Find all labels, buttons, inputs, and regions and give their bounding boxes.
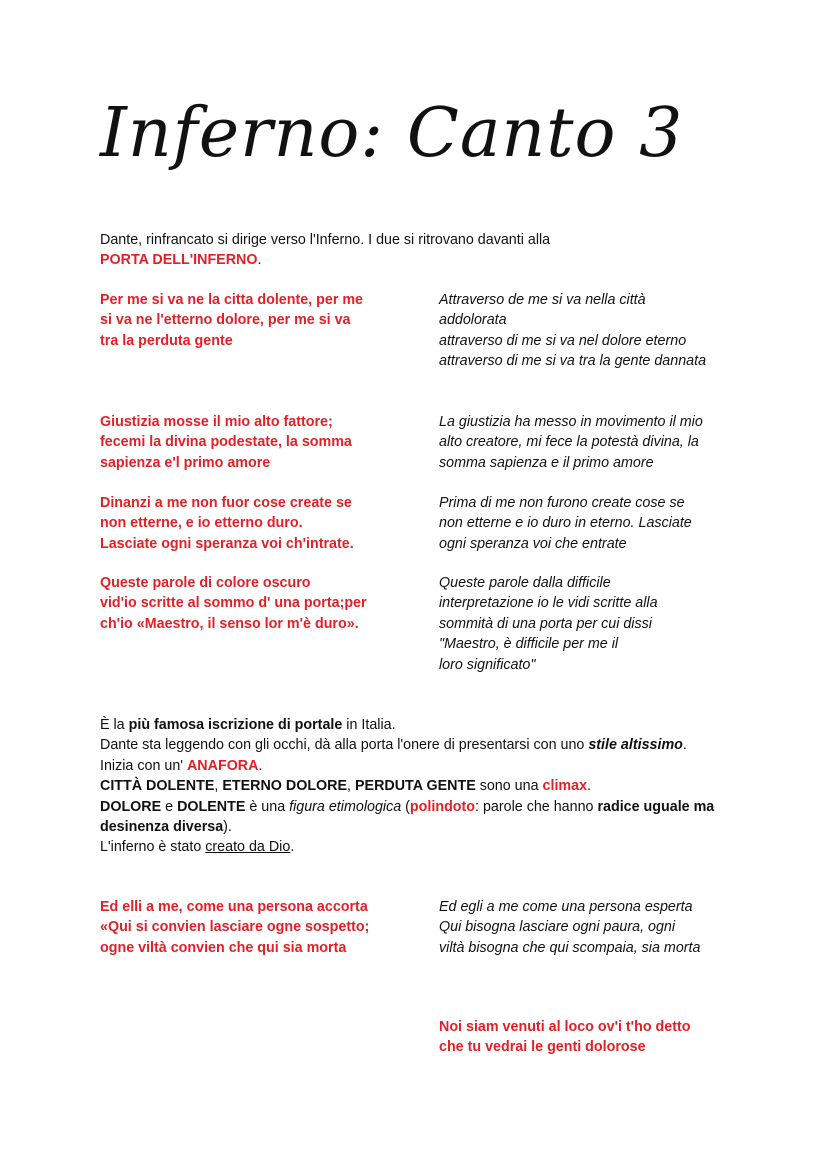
bold-text: ETERNO DOLORE bbox=[222, 778, 348, 795]
text-span: ). bbox=[223, 819, 232, 836]
text-span: L'inferno è stato bbox=[100, 839, 206, 856]
text-span: È la bbox=[100, 717, 129, 733]
stanza-translation: Prima di me non furono create cose se non etterne e io duro in eterno. Lasciate ogni speranza voi che entrate bbox=[439, 495, 692, 552]
analysis-line bbox=[100, 776, 760, 796]
stanza-original: Ed elli a me, come una persona accorta «Qui si convien lasciare ogne sospetto; ogne viltà convien che qui sia morta bbox=[100, 899, 370, 956]
text-span: ( bbox=[401, 798, 410, 815]
final-verse: Noi siam venuti al loco ov'i t'ho detto che tu vedrai le genti dolorose bbox=[439, 1019, 691, 1056]
bold-text: DOLENTE bbox=[177, 798, 246, 815]
bold-text: radice uguale ma desinenza diversa bbox=[100, 798, 715, 836]
analysis-line bbox=[100, 797, 760, 838]
intro-paragraph bbox=[100, 230, 740, 271]
stanza-original: Queste parole di colore oscuro vid'io scritte al sommo d' una porta;per ch'io «Maestro, il senso lor m'è duro». bbox=[100, 575, 367, 632]
text-span: . bbox=[587, 778, 592, 795]
red-term: polindoto bbox=[409, 798, 476, 815]
intro-end: . bbox=[257, 252, 262, 269]
page-title: Inferno: Canto 3 bbox=[100, 94, 684, 173]
text-span: Inizia con un' bbox=[100, 757, 187, 774]
bold-italic-text: stile altissimo bbox=[588, 737, 683, 754]
italic-text: figura etimologica bbox=[289, 798, 402, 815]
intro-highlight: PORTA DELL'INFERNO bbox=[100, 252, 258, 269]
underlined-text: creato da Dio bbox=[205, 839, 291, 856]
stanza-original: Dinanzi a me non fuor cose create se non etterne, e io etterno duro. Lasciate ogni speranza voi ch'intrate. bbox=[100, 495, 354, 552]
stanza-original: Per me si va ne la citta dolente, per me si va ne l'etterno dolore, per me si va tra la perduta gente bbox=[100, 292, 364, 349]
text-span: . bbox=[682, 737, 687, 754]
text-span: : parole che hanno bbox=[475, 798, 598, 815]
text-span: Dante sta leggendo con gli occhi, dà alla porta l'onere di presentarsi con uno bbox=[100, 737, 589, 754]
intro-text: Dante, rinfrancato si dirige verso l'Inferno. I due si ritrovano davanti alla bbox=[100, 232, 551, 248]
text-span: in Italia. bbox=[342, 717, 396, 733]
red-term: ANAFORA bbox=[186, 757, 259, 774]
analysis-line bbox=[100, 756, 760, 776]
red-term: climax bbox=[542, 778, 588, 795]
text-span: , bbox=[214, 778, 223, 795]
stanza-translation: Ed egli a me come una persona esperta Qui bisogna lasciare ogni paura, ogni viltà bisogna che qui scompaia, sia morta bbox=[439, 899, 701, 956]
stanza-translation: Attraverso de me si va nella città addolorata attraverso di me si va nel dolore eterno attraverso di me si va tra la gente dannata bbox=[439, 292, 707, 370]
text-span: . bbox=[258, 757, 263, 774]
text-span: è una bbox=[245, 798, 290, 815]
bold-text: PERDUTA GENTE bbox=[355, 778, 476, 795]
text-span: . bbox=[290, 839, 295, 856]
stanza-original: Giustizia mosse il mio alto fattore; fecemi la divina podestate, la somma sapienza e'l primo amore bbox=[100, 414, 352, 471]
text-span: sono una bbox=[475, 778, 543, 795]
text-span: , bbox=[347, 778, 355, 795]
text-span: e bbox=[161, 798, 178, 815]
analysis-section bbox=[100, 715, 760, 858]
stanza-translation: Queste parole dalla difficile interpretazione io le vidi scritte alla sommità di una porta per cui dissi "Maestro, è difficile per me il loro significato" bbox=[439, 575, 658, 673]
analysis-line bbox=[100, 735, 760, 755]
analysis-line bbox=[100, 837, 760, 857]
bold-text: più famosa iscrizione di portale bbox=[128, 717, 343, 733]
analysis-line bbox=[100, 715, 760, 735]
stanza-translation: La giustizia ha messo in movimento il mio alto creatore, mi fece la potestà divina, la somma sapienza e il primo amore bbox=[439, 414, 703, 471]
bold-text: CITTÀ DOLENTE bbox=[100, 778, 215, 795]
bold-text: DOLORE bbox=[100, 798, 162, 815]
